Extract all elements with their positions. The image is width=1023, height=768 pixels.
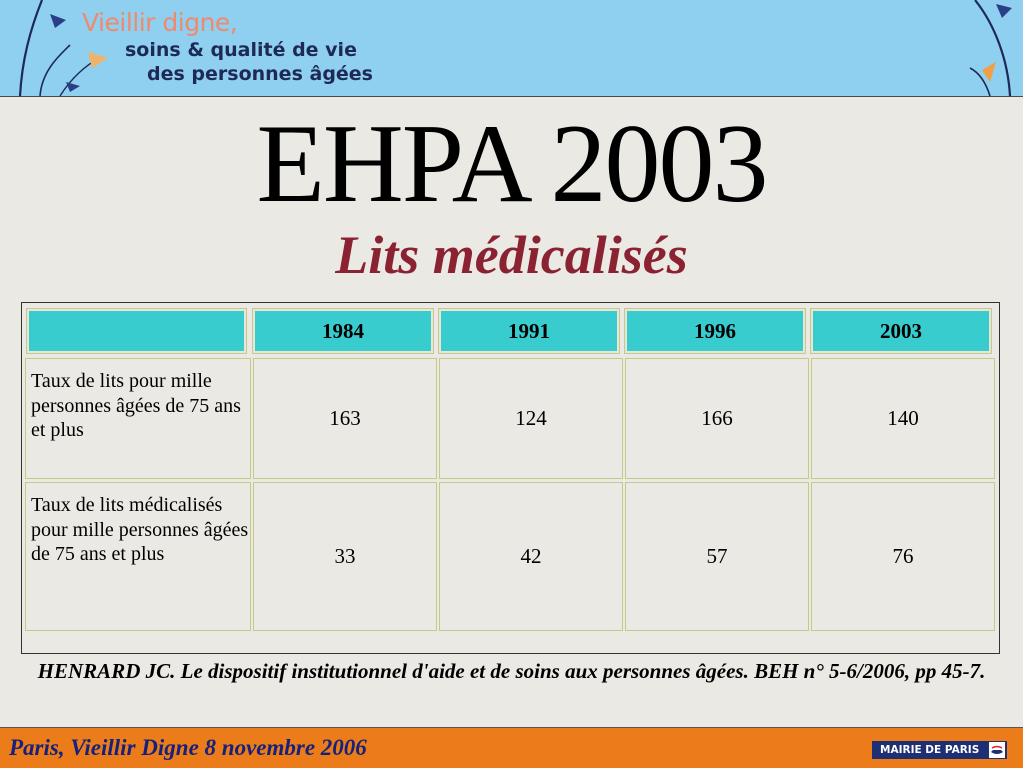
table-cell: 42 — [439, 482, 623, 631]
mairie-logo-text: MAIRIE DE PARIS — [880, 744, 980, 756]
table-cell: 140 — [811, 358, 995, 479]
slide-title: EHPA 2003 — [256, 102, 767, 226]
table-cell: 166 — [625, 358, 809, 479]
brand-tagline-1: soins & qualité de vie — [125, 39, 357, 61]
table-cell: 163 — [253, 358, 437, 479]
table-cell: 57 — [625, 482, 809, 631]
table-header-cell: 1984 — [253, 309, 433, 353]
brand-tagline-2: des personnes âgées — [147, 63, 373, 85]
paris-ship-icon — [989, 742, 1005, 758]
table-header-cell: 1991 — [439, 309, 619, 353]
brand-title: Vieillir digne, — [82, 8, 238, 37]
footer-event-text: Paris, Vieillir Digne 8 novembre 2006 — [9, 735, 367, 760]
slide-subtitle: Lits médicalisés — [335, 225, 688, 285]
footer-bar — [0, 727, 1023, 768]
table-header-cell — [27, 309, 246, 353]
table-header-cell: 1996 — [625, 309, 805, 353]
table-cell: 33 — [253, 482, 437, 631]
table-header-cell: 2003 — [811, 309, 991, 353]
table-cell: 76 — [811, 482, 995, 631]
table-cell: 124 — [439, 358, 623, 479]
header-banner — [0, 0, 1023, 97]
mairie-de-paris-logo — [872, 741, 1007, 759]
data-table — [21, 302, 1000, 654]
citation: HENRARD JC. Le dispositif institutionnel d'aide et de soins aux personnes âgées. BEH n° 5-6/2006, pp 45-7. — [37, 659, 986, 683]
table-row-label: Taux de lits médicalisés pour mille personnes âgées de 75 ans et plus — [25, 482, 251, 631]
table-row-label: Taux de lits pour mille personnes âgées de 75 ans et plus — [25, 358, 251, 479]
